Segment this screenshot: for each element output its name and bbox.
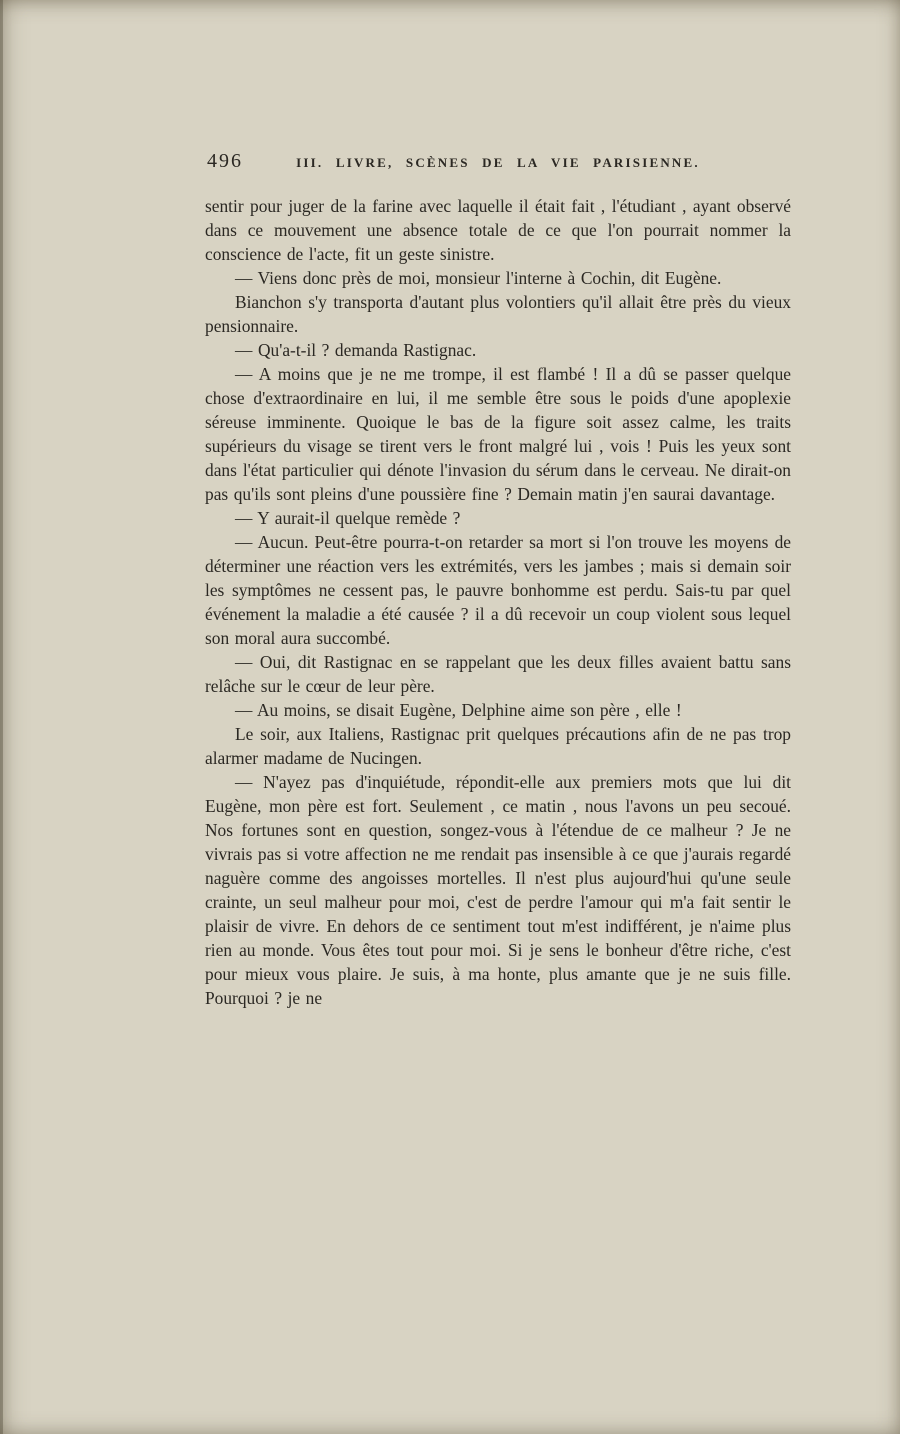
paragraph: — Oui, dit Rastignac en se rappelant que les deux filles avaient battu sans relâche sur le cœur de leur père.	[205, 652, 791, 696]
page-content	[205, 150, 791, 1010]
paragraph: sentir pour juger de la farine avec laquelle il était fait , l'étudiant , ayant observé dans ce mouvement une absence totale de ce que l'on pourrait nommer la conscience de l'acte, fit un geste sinistre.	[205, 196, 791, 264]
page-number: 496	[207, 150, 243, 172]
paragraph: — Viens donc près de moi, monsieur l'interne à Cochin, dit Eugène.	[235, 268, 722, 288]
paragraph: — Aucun. Peut-être pourra-t-on retarder sa mort si l'on trouve les moyens de déterminer une réaction vers les extrémités, vers les jambes ; mais si demain soir les symptômes ne cessent pas, le pauvre bonhomme est perdu. Sais-tu par quel événement la maladie a été causée ? il a dû recevoir un coup violent sous lequel son moral aura succombé.	[205, 532, 791, 648]
paragraph: Bianchon s'y transporta d'autant plus volontiers qu'il allait être près du vieux pensionnaire.	[205, 292, 791, 336]
paragraph: Le soir, aux Italiens, Rastignac prit quelques précautions afin de ne pas trop alarmer madame de Nucingen.	[205, 724, 791, 768]
body-text	[205, 194, 791, 1010]
paragraph: — A moins que je ne me trompe, il est flambé ! Il a dû se passer quelque chose d'extraordinaire en lui, il me semble être sous le poids d'une apoplexie séreuse imminente. Quoique le bas de la figure soit assez calme, les traits supérieurs du visage se tirent vers le front malgré lui , vois ! Puis les yeux sont dans l'état particulier qui dénote l'invasion du sérum dans le cerveau. Ne dirait-on pas qu'ils sont pleins d'une poussière fine ? Demain matin j'en saurai davantage.	[205, 364, 791, 504]
page-header	[205, 150, 791, 176]
paragraph: — N'ayez pas d'inquiétude, répondit-elle aux premiers mots que lui dit Eugène, mon père est fort. Seulement , ce matin , nous l'avons un peu secoué. Nos fortunes sont en question, songez-vous à l'étendue de ce malheur ? Je ne vivrais pas si votre affection ne me rendait pas insensible à ce que j'aurais regardé naguère comme des angoisses mortelles. Il n'est plus aujourd'hui qu'une seule crainte, un seul malheur pour moi, c'est de perdre l'amour qui m'a fait sentir le plaisir de vivre. En dehors de ce sentiment tout m'est indifférent, je n'aime plus rien au monde. Vous êtes tout pour moi. Si je sens le bonheur d'être riche, c'est pour mieux vous plaire. Je suis, à ma honte, plus amante que je ne suis fille. Pourquoi ? je ne	[205, 772, 791, 1008]
paragraph: — Y aurait-il quelque remède ?	[235, 508, 461, 528]
paragraph: — Au moins, se disait Eugène, Delphine aime son père , elle !	[235, 700, 682, 720]
running-title: III. LIVRE, SCÈNES DE LA VIE PARISIENNE.	[296, 155, 700, 170]
paragraph: — Qu'a-t-il ? demanda Rastignac.	[235, 340, 477, 360]
